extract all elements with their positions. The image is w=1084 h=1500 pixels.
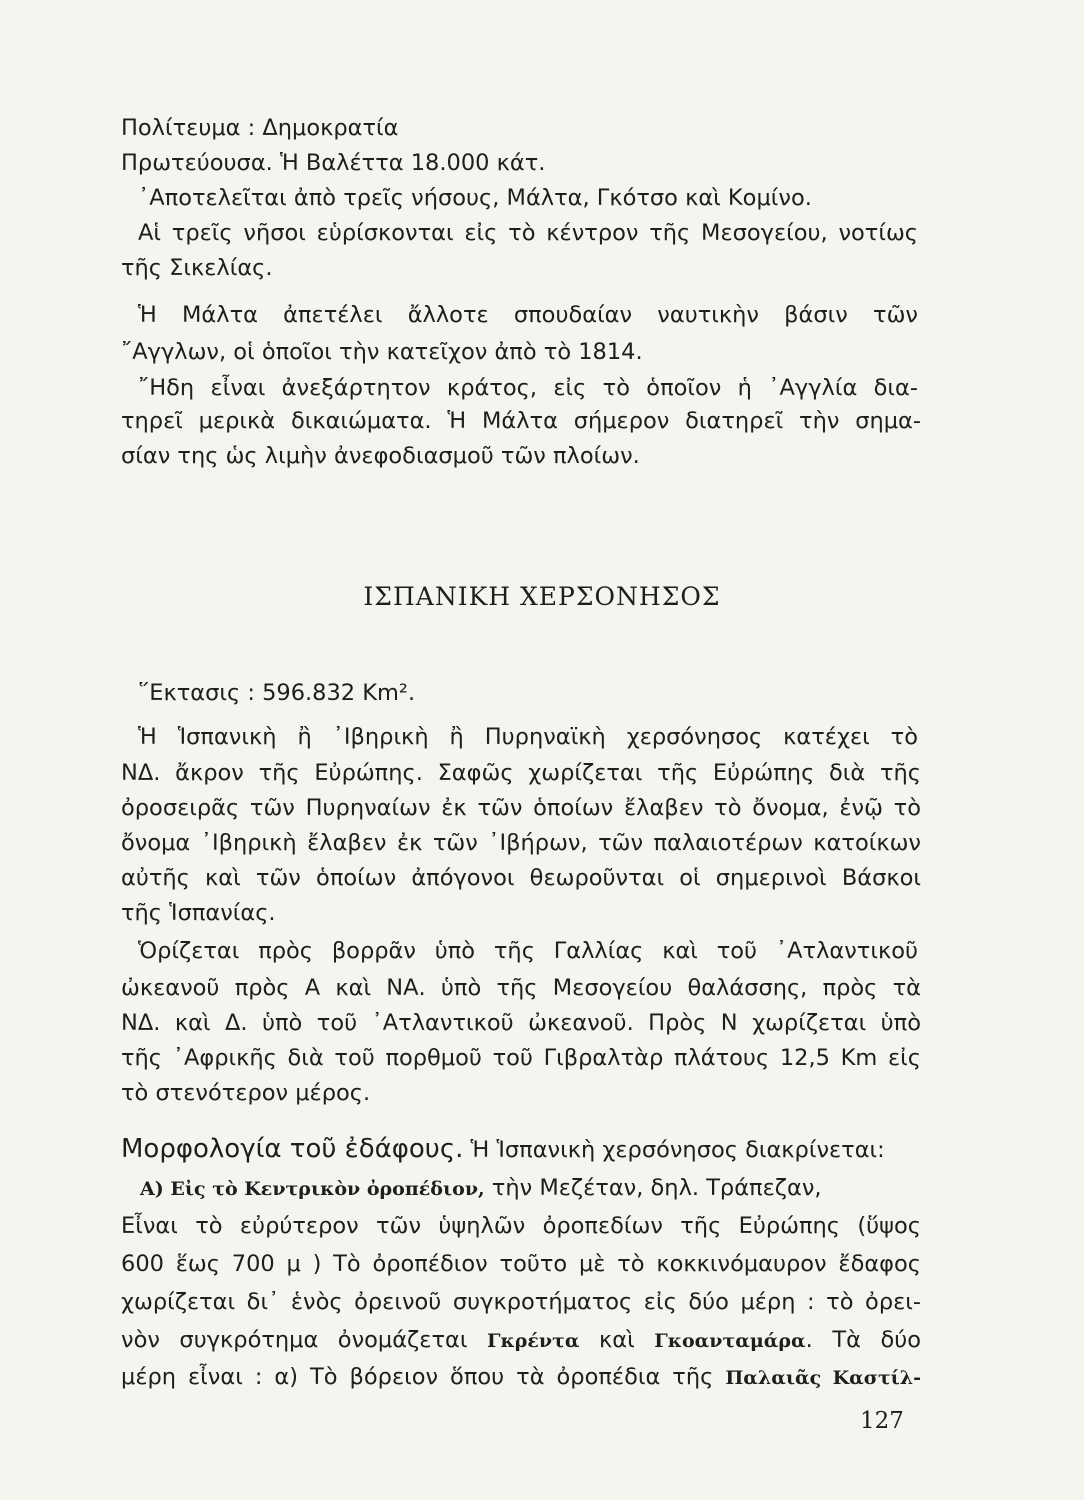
morph-text-part: μέρη εἶναι : α) Τὸ βόρειον ὅπου τὰ ὀροπέδια τῆς — [121, 1364, 726, 1390]
spain-text-line: ὠκεανοῦ πρὸς Α καὶ ΝΑ. ὑπὸ τῆς Μεσογείου θαλάσσης, πρὸς τὰ — [121, 975, 921, 1001]
grenta-term: Γκρέντα — [486, 1330, 580, 1352]
morph-text-part: καὶ — [579, 1327, 655, 1353]
malta-text-line: σίαν της ὡς λιμὴν ἀνεφοδιασμοῦ τῶν πλοίων. — [121, 443, 640, 469]
malta-text-line: ῎Αγγλων, οἱ ὁποῖοι τὴν κατεῖχον ἀπὸ τὸ 1814. — [121, 339, 643, 365]
malta-text-line: τῆς Σικελίας. — [121, 255, 273, 281]
guadarrama-term: Γκοανταμάρα — [654, 1330, 806, 1352]
spain-text-line: ὀροσειρᾶς τῶν Πυρηναίων ἐκ τῶν ὁποίων ἔλαβεν τὸ ὄνομα, ἐνῷ τὸ — [121, 795, 921, 821]
spain-text-line: Ἡ Ἱσπανικὴ ἢ ᾿Ιβηρικὴ ἢ Πυρηναϊκὴ χερσόνησος κατέχει τὸ — [138, 724, 918, 750]
malta-text-line: Αἱ τρεῖς νῆσοι εὑρίσκονται εἰς τὸ κέντρον τῆς Μεσογείου, νοτίως — [138, 220, 918, 246]
spain-text-line: αὐτῆς καὶ τῶν ὁποίων ἀπόγονοι θεωροῦνται οἱ σημερινοὶ Βάσκοι — [121, 865, 921, 891]
spain-text-line: τῆς ᾿Αφρικῆς διὰ τοῦ πορθμοῦ τοῦ Γιβραλτὰρ πλάτους 12,5 Km εἰς — [121, 1045, 921, 1071]
morphology-intro: Ἡ Ἱσπανικὴ χερσόνησος διακρίνεται: — [463, 1137, 885, 1163]
section-heading: ΙΣΠΑΝΙΚΗ ΧΕΡΣΟΝΗΣΟΣ — [363, 582, 721, 611]
spain-text-line: Ὁρίζεται πρὸς βορρᾶν ὑπὸ τῆς Γαλλίας καὶ τοῦ ᾿Ατλαντικοῦ — [138, 938, 918, 964]
malta-text-line: ῎Ηδη εἶναι ἀνεξάρτητον κράτος, εἰς τὸ ὁποῖον ἡ ᾿Αγγλία δια- — [138, 375, 918, 401]
malta-text-line: τηρεῖ μερικὰ δικαιώματα. Ἡ Μάλτα σήμερον διατηρεῖ τὴν σημα- — [121, 408, 921, 434]
plateau-intro: τὴν Μεζέταν, δηλ. Τράπεζαν, — [484, 1175, 822, 1201]
spain-text-line: ὄνομα ᾿Ιβηρικὴ ἔλαβεν ἐκ τῶν ᾿Ιβήρων, τῶν παλαιοτέρων κατοίκων — [121, 830, 921, 856]
spain-area: ῞Εκτασις : 596.832 Km². — [138, 680, 416, 706]
old-castile-term: Παλαιᾶς Καστίλ- — [725, 1367, 922, 1389]
malta-capital: Πρωτεύουσα. Ἡ Βαλέττα 18.000 κάτ. — [121, 150, 546, 176]
morph-text-line — [121, 1325, 921, 1356]
spain-text-line: ΝΔ. ἄκρον τῆς Εὐρώπης. Σαφῶς χωρίζεται τῆς Εὐρώπης διὰ τῆς — [121, 760, 921, 786]
spain-text-line: τῆς Ἱσπανίας. — [121, 900, 276, 926]
morphology-title: Μορφολογία τοῦ ἐδάφους. — [121, 1134, 464, 1164]
morphology-heading-line — [121, 1134, 921, 1165]
morph-text-line — [121, 1362, 921, 1393]
malta-text-line: Ἡ Μάλτα ἀπετέλει ἄλλοτε σπουδαίαν ναυτικὴν βάσιν τῶν — [138, 302, 918, 328]
spain-text-line: τὸ στενότερον μέρος. — [121, 1080, 371, 1106]
malta-government: Πολίτευμα : Δημοκρατία — [121, 115, 399, 141]
morphology-a-line — [140, 1173, 940, 1204]
spain-text-line: ΝΔ. καὶ Δ. ὑπὸ τοῦ ᾿Ατλαντικοῦ ὠκεανοῦ. Πρὸς Ν χωρίζεται ὑπὸ — [121, 1010, 921, 1036]
morph-text-part: νὸν συγκρότημα ὀνομάζεται — [121, 1327, 487, 1353]
morph-text-line: 600 ἕως 700 μ ) Τὸ ὀροπέδιον τοῦτο μὲ τὸ κοκκινόμαυρον ἔδαφος — [121, 1251, 921, 1277]
morph-text-line: Εἶναι τὸ εὐρύτερον τῶν ὑψηλῶν ὀροπεδίων τῆς Εὐρώπης (ὕψος — [121, 1213, 921, 1239]
page-number: 127 — [860, 1408, 904, 1434]
morph-text-line: χωρίζεται δι᾿ ἑνὸς ὀρεινοῦ συγκροτήματος εἰς δύο μέρη : τὸ ὀρει- — [121, 1289, 921, 1315]
plateau-label: Α) Εἰς τὸ Κεντρικὸν ὀροπέδιον, — [140, 1178, 485, 1200]
malta-text-line: ᾿Αποτελεῖται ἀπὸ τρεῖς νήσους, Μάλτα, Γκότσο καὶ Κομίνο. — [138, 185, 812, 211]
morph-text-part: . Τὰ δύο — [805, 1327, 921, 1353]
